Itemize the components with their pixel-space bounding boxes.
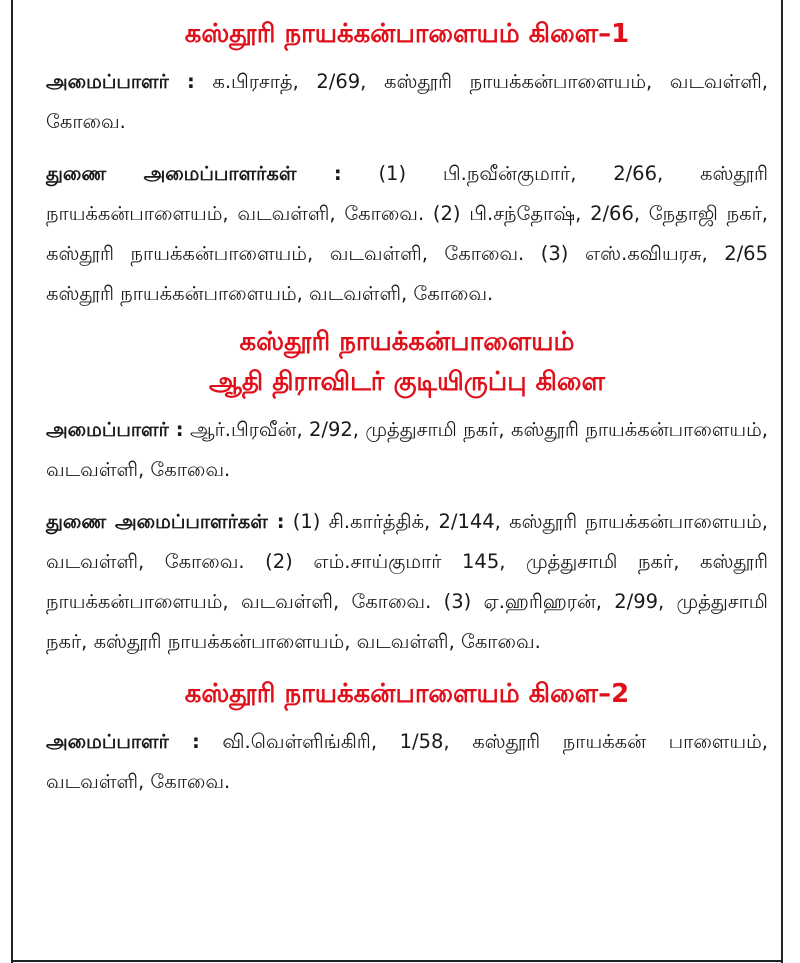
branch-2-deputies — [46, 502, 768, 662]
deputy-details: (1) சி.கார்த்திக், 2/144, கஸ்தூரி நாயக்கன்பாளையம், வடவள்ளி, கோவை. (2) எம்.சாய்குமார் 145, முத்துசாமி நகர், கஸ்தூரி நாயக்கன்பாளையம், வடவள்ளி, கோவை. (3) ஏ.ஹரிஹரன், 2/99, முத்துசாமி நகர், கஸ்தூரி நாயக்கன்பாளையம், வடவள்ளி, கோவை. — [46, 510, 768, 653]
right-border-rule — [781, 0, 783, 963]
branch-section-2 — [46, 322, 768, 662]
branch-2-organiser — [46, 410, 768, 490]
deputy-label: துணை அமைப்பாளர்கள் : — [46, 510, 285, 533]
branch-section-3 — [46, 674, 768, 802]
deputy-details: (1) பி.நவீன்குமார், 2/66, கஸ்தூரி நாயக்கன்பாளையம், வடவள்ளி, கோவை. (2) பி.சந்தோஷ், 2/66, நேதாஜி நகர், கஸ்தூரி நாயக்கன்பாளையம், வடவள்ளி, கோவை. (3) எஸ்.கவியரசு, 2/65 கஸ்தூரி நாயக்கன்பாளையம், வடவள்ளி, கோவை. — [46, 162, 768, 305]
branch-heading-3-line-1: கஸ்தூரி நாயக்கன்பாளையம் கிளை–2 — [184, 679, 630, 709]
branch-1-deputies — [46, 154, 768, 314]
organiser-details: வி.வெள்ளிங்கிரி, 1/58, கஸ்தூரி நாயக்கன் பாளையம், வடவள்ளி, கோவை. — [46, 730, 768, 793]
organiser-details: ஆர்.பிரவீன், 2/92, முத்துசாமி நகர், கஸ்தூரி நாயக்கன்பாளையம், வடவள்ளி, கோவை. — [46, 418, 768, 481]
branch-heading-2 — [46, 322, 768, 402]
organiser-label: அமைப்பாளர் : — [46, 70, 195, 93]
organiser-details: க.பிரசாத், 2/69, கஸ்தூரி நாயக்கன்பாளையம், வடவள்ளி, கோவை. — [46, 70, 768, 133]
organiser-label: அமைப்பாளர் : — [46, 730, 200, 753]
deputy-label: துணை அமைப்பாளர்கள் : — [46, 162, 342, 185]
branch-heading-1-line-1: கஸ்தூரி நாயக்கன்பாளையம் கிளை–1 — [184, 19, 630, 49]
bottom-border-rule — [11, 960, 783, 962]
organiser-label: அமைப்பாளர் : — [46, 418, 184, 441]
branch-3-organiser — [46, 722, 768, 802]
branch-heading-3 — [46, 674, 768, 714]
article-body — [46, 14, 768, 802]
branch-heading-2-line-1: கஸ்தூரி நாயக்கன்பாளையம் — [239, 327, 575, 357]
branch-1-organiser — [46, 62, 768, 142]
left-border-rule — [11, 0, 13, 963]
branch-heading-2-line-2: ஆதி திராவிடர் குடியிருப்பு கிளை — [208, 367, 605, 397]
branch-section-1 — [46, 14, 768, 314]
branch-heading-1 — [46, 14, 768, 54]
